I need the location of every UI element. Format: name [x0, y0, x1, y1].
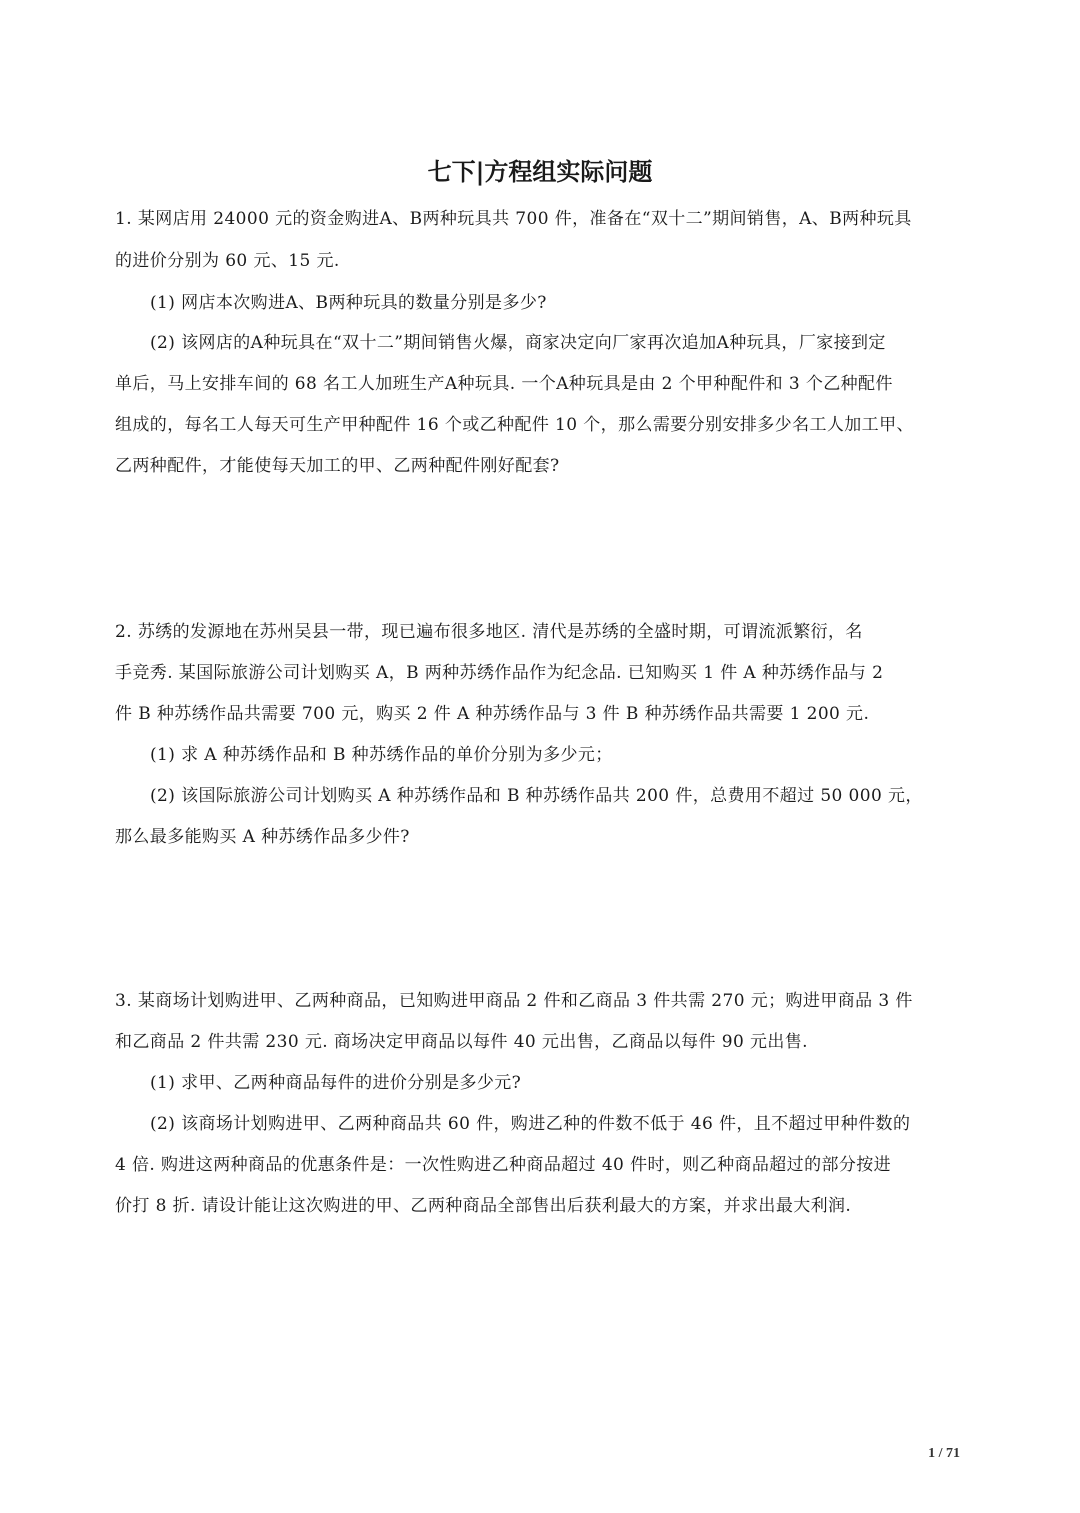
problem-2-line-2: 手竞秀. 某国际旅游公司计划购买 A，B 两种苏绣作品作为纪念品. 已知购买 1 件 A 种苏绣作品与 2 [115, 663, 884, 683]
page-number: 1 / 71 [928, 1446, 960, 1461]
problem-1-part-2-line-3: 组成的，每名工人每天可生产甲种配件 16 个或乙种配件 10 个，那么需要分别安排多少名工人加工甲、 [115, 415, 914, 435]
problem-2-part-1: (1) 求 A 种苏绣作品和 B 种苏绣作品的单价分别为多少元； [150, 745, 613, 765]
problem-2-part-2-line-2: 那么最多能购买 A 种苏绣作品多少件? [115, 827, 410, 847]
problem-1-part-2-line-1: (2) 该网店的A种玩具在“双十二”期间销售火爆，商家决定向厂家再次追加A种玩具，厂家接到定 [150, 333, 886, 353]
problem-3-part-2-line-3: 价打 8 折. 请设计能让这次购进的甲、乙两种商品全部售出后获利最大的方案，并求出最大利润. [115, 1196, 852, 1216]
problem-1-part-1: (1) 网店本次购进A、B两种玩具的数量分别是多少? [150, 293, 547, 313]
problem-1-part-2-line-2: 单后，马上安排车间的 68 名工人加班生产A种玩具. 一个A种玩具是由 2 个甲种配件和 3 个乙种配件 [115, 374, 893, 394]
problem-3-part-1: (1) 求甲、乙两种商品每件的进价分别是多少元? [150, 1073, 522, 1093]
problem-1-part-2-line-4: 乙两种配件，才能使每天加工的甲、乙两种配件刚好配套? [115, 456, 560, 476]
problem-3-part-2-line-1: (2) 该商场计划购进甲、乙两种商品共 60 件，购进乙种的件数不低于 46 件，且不超过甲种件数的 [150, 1114, 911, 1134]
problem-3-line-1: 3. 某商场计划购进甲、乙两种商品，已知购进甲商品 2 件和乙商品 3 件共需 270 元；购进甲商品 3 件 [115, 991, 913, 1011]
problem-2-part-2-line-1: (2) 该国际旅游公司计划购买 A 种苏绣作品和 B 种苏绣作品共 200 件，总费用不超过 50 000 元， [150, 786, 923, 806]
problem-2-line-3: 件 B 种苏绣作品共需要 700 元，购买 2 件 A 种苏绣作品与 3 件 B 种苏绣作品共需要 1 200 元. [115, 704, 870, 724]
problem-2-line-1: 2. 苏绣的发源地在苏州吴县一带，现已遍布很多地区. 清代是苏绣的全盛时期，可谓流派繁衍，名 [115, 622, 863, 642]
problem-3-line-2: 和乙商品 2 件共需 230 元. 商场决定甲商品以每件 40 元出售，乙商品以每件 90 元出售. [115, 1032, 808, 1052]
page-title: 七下|方程组实际问题 [427, 158, 653, 186]
problem-1-line-2: 的进价分别为 60 元、15 元. [115, 251, 340, 271]
problem-3-part-2-line-2: 4 倍. 购进这两种商品的优惠条件是：一次性购进乙种商品超过 40 件时，则乙种商品超过的部分按进 [115, 1155, 892, 1175]
problem-1-line-1: 1. 某网店用 24000 元的资金购进A、B两种玩具共 700 件，准备在“双十二”期间销售，A、B两种玩具 [115, 209, 912, 229]
